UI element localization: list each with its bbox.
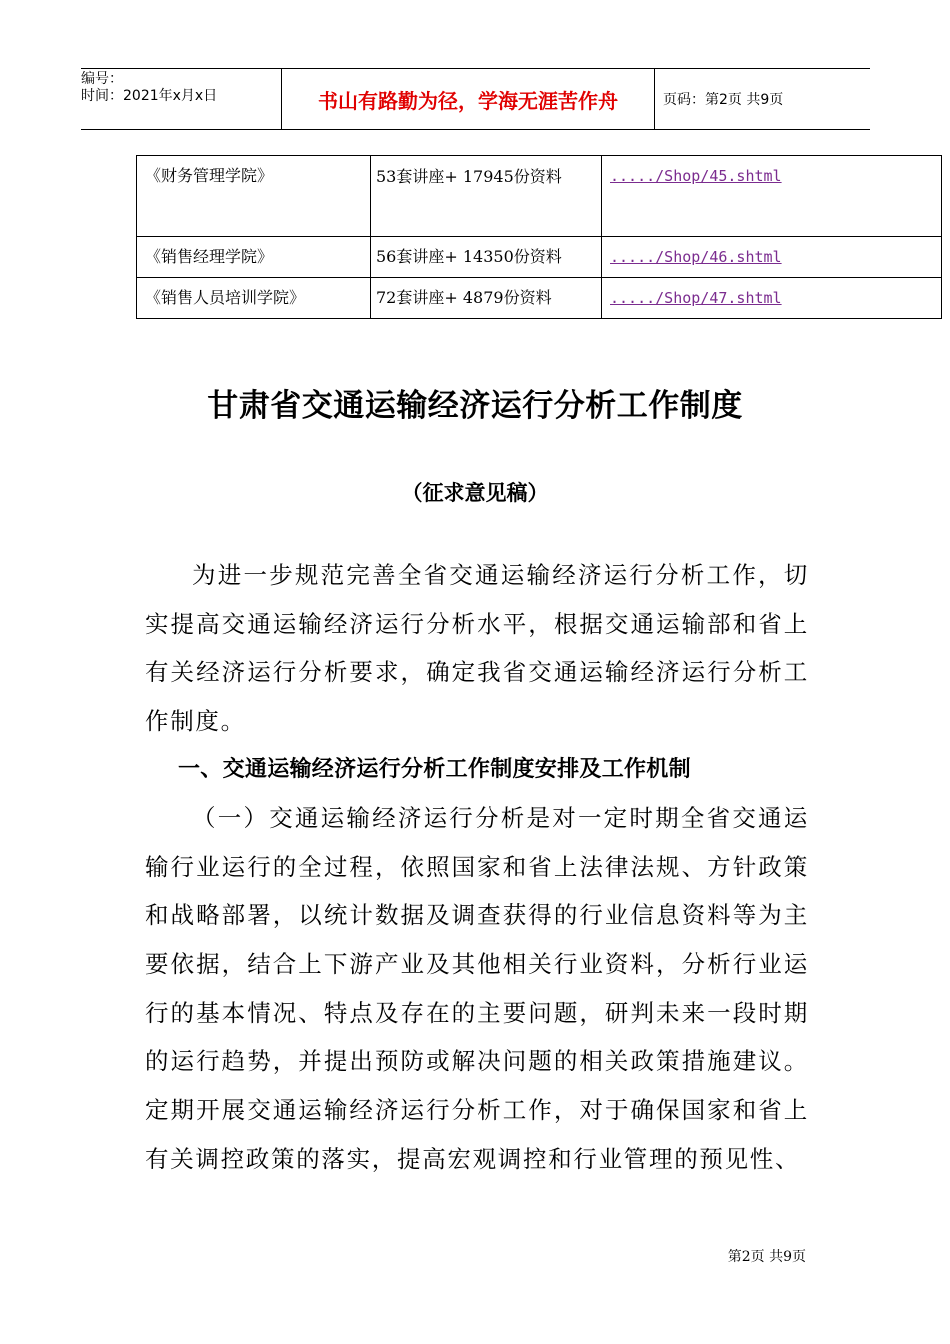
document-date: 时间：2021年x月x日 xyxy=(81,88,218,104)
document-body xyxy=(145,551,809,1183)
course-link[interactable]: ...../Shop/47.shtml xyxy=(610,289,782,307)
document-number-label: 编号： xyxy=(81,71,123,87)
document-title: 甘肃省交通运输经济运行分析工作制度 xyxy=(207,388,743,424)
table-row xyxy=(137,156,942,237)
table-row xyxy=(137,278,942,319)
section-heading: 一、交通运输经济运行分析工作制度安排及工作机制 xyxy=(178,756,691,782)
header-meta xyxy=(81,69,281,131)
intro-paragraph: 为进一步规范完善全省交通运输经济运行分析工作，切实提高交通运输经济运行分析水平，根据交通运输部和省上有关经济运行分析要求，确定我省交通运输经济运行分析工作制度。 xyxy=(145,561,809,736)
course-link[interactable]: ...../Shop/46.shtml xyxy=(610,248,782,266)
course-count: 56套讲座+ 14350份资料 xyxy=(371,237,602,278)
course-name: 《销售人员培训学院》 xyxy=(137,278,371,319)
course-name: 《财务管理学院》 xyxy=(137,156,371,237)
course-link[interactable]: ...../Shop/45.shtml xyxy=(610,167,782,185)
document-subtitle: （征求意见稿） xyxy=(401,480,549,505)
course-count: 53套讲座+ 17945份资料 xyxy=(371,156,602,237)
page-footer: 第2页 共9页 xyxy=(727,1249,806,1265)
header-motto: 书山有路勤为径，学海无涯苦作舟 xyxy=(281,69,655,129)
header-page-number: 页码：第2页 共9页 xyxy=(663,92,784,108)
body-paragraph: （一）交通运输经济运行分析是对一定时期全省交通运输行业运行的全过程，依照国家和省上法律法规、方针政策和战略部署，以统计数据及调查获得的行业信息资料等为主要依据，结合上下游产业及其他相关行业资料，分析行业运行的基本情况、特点及存在的主要问题，研判未来一段时期的运行趋势，并提出预防或解决问题的相关政策措施建议。定期开展交通运输经济运行分析工作，对于确保国家和省上有关调控政策的落实，提高宏观调控和行业管理的预见性、 xyxy=(145,803,809,1173)
page-header xyxy=(81,68,870,130)
course-count: 72套讲座+ 4879份资料 xyxy=(371,278,602,319)
course-name: 《销售经理学院》 xyxy=(137,237,371,278)
table-row xyxy=(137,237,942,278)
course-table xyxy=(136,155,942,319)
